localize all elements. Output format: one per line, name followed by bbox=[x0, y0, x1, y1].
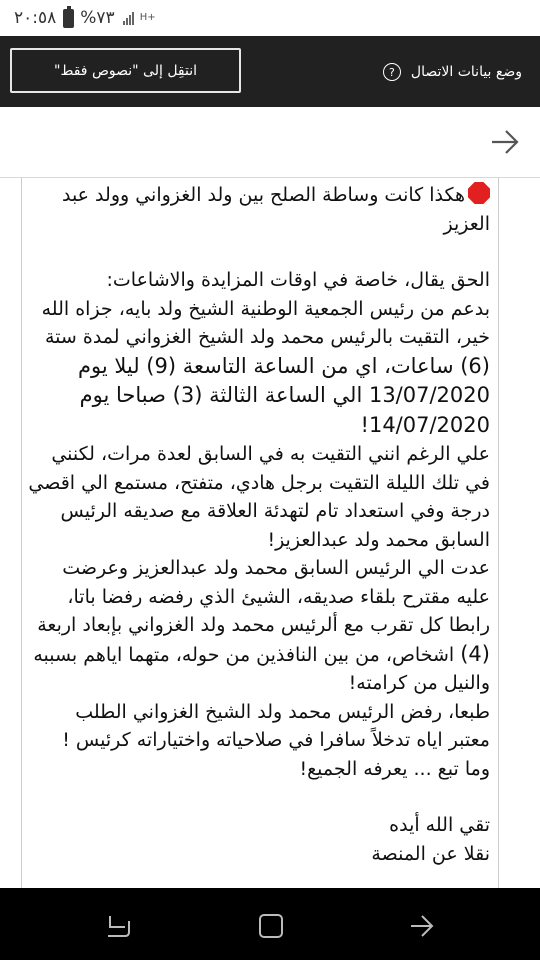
stop-sign-icon bbox=[468, 182, 490, 204]
article-paragraph-3: عدت الي الرئيس السابق محمد ولد عبدالعزيز وعرضت عليه مقترح بلقاء صديقه، الشيئ الذي رفضه رفضا باتا، رابطا كل تقرب مع ألرئيس محمد ولد الغزواني بإبعاد اربعة (4) اشخاص، من بين النافذين من حوله، متهما اياهم بسببه والنيل من كرامته! bbox=[33, 557, 490, 694]
article-signature: تقي الله أيده bbox=[389, 814, 490, 836]
article-headline: هكذا كانت وساطة الصلح بين ولد الغزواني وولد عبد العزيز bbox=[61, 184, 490, 235]
top-toolbar bbox=[0, 36, 540, 107]
article-paragraph-4: طبعا، رفض الرئيس محمد ولد الشيخ الغزواني الطلب معتبر اياه تدخلاً سافرا في صلاحياته واختياراته كرئيس ! bbox=[62, 700, 490, 751]
article-content bbox=[21, 178, 499, 888]
battery-percent: %٧٣ bbox=[80, 8, 115, 28]
battery-icon bbox=[63, 9, 74, 28]
home-icon[interactable] bbox=[257, 912, 285, 940]
network-type: H+ bbox=[139, 12, 156, 23]
status-time: ٢٠:٥٨ bbox=[14, 8, 57, 28]
article-paragraph-1: بدعم من رئيس الجمعية الوطنية الشيخ ولد بايه، جزاه الله خير، التقيت بالرئيس محمد ولد الشيخ الغزواني لمدة ستة (6) ساعات، اي من الساعة التاسعة (9) ليلا يوم 13/07/2020 الي الساعة الثالثة (3) صباحا يوم 14/07/2020! bbox=[41, 297, 490, 437]
article-paragraph-5: وما تبع ... يعرفه الجميع! bbox=[299, 757, 490, 780]
data-saver-link[interactable] bbox=[383, 58, 522, 86]
recents-icon[interactable] bbox=[105, 912, 133, 940]
signal-icon bbox=[123, 11, 134, 25]
forward-arrow-icon[interactable] bbox=[490, 129, 520, 155]
data-saver-label: وضع بيانات الاتصال bbox=[410, 64, 522, 80]
back-icon[interactable] bbox=[408, 912, 436, 940]
article-paragraph-2: علي الرغم انني التقيت به في السابق لعدة مرات، لكنني في تلك الليلة التقيت برجل هادي، متفتح، مستمع الي اقصي درجة وفي استعداد تام لتهدئة العلاقة مع صديقه الرئيس السابق محمد ولد عبدالعزيز! bbox=[28, 443, 490, 551]
article-source: نقلا عن المنصة bbox=[371, 842, 490, 865]
system-nav-bar bbox=[0, 888, 540, 960]
article-dates: (6) ساعات، اي من الساعة التاسعة (9) ليلا يوم 13/07/2020 الي الساعة الثالثة (3) صباحا يوم 14/07/2020! bbox=[78, 353, 490, 437]
article-intro: الحق يقال، خاصة في اوقات المزايدة والاشاعات: bbox=[106, 269, 490, 291]
status-bar bbox=[0, 0, 540, 36]
text-only-button[interactable]: انتقِل إلى "نصوص فقط" bbox=[10, 48, 241, 93]
help-icon[interactable]: ? bbox=[383, 63, 401, 81]
page-nav-bar bbox=[0, 107, 540, 178]
